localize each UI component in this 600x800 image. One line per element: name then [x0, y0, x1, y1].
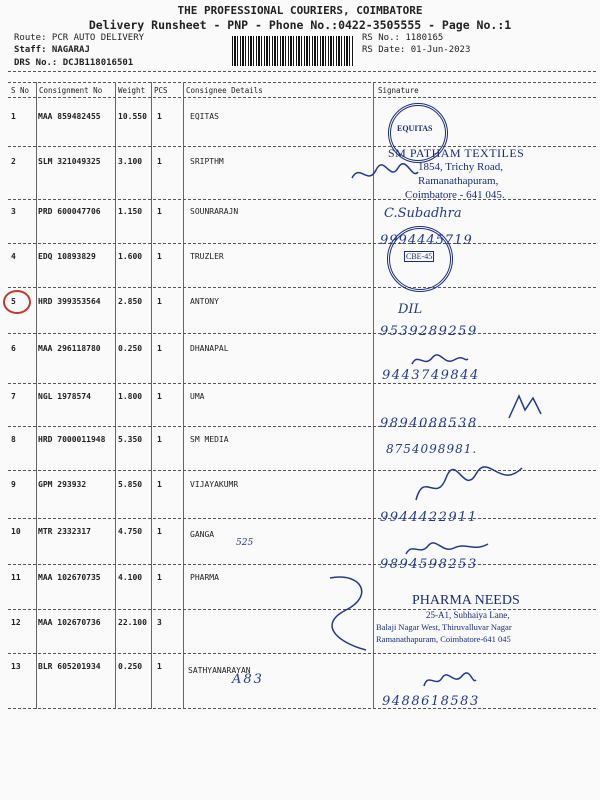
row-sno: 7: [11, 392, 16, 401]
row-sno: 12: [11, 618, 21, 627]
row-weight: 5.350: [118, 435, 143, 444]
row-consignee: GANGA: [190, 530, 215, 539]
row-divider: [8, 333, 596, 334]
handwritten-phone: 9443749844: [382, 368, 480, 383]
row-consignment: PRD 600047706: [38, 207, 101, 216]
row-consignment: MTR 2332317: [38, 527, 91, 536]
row-consignee: UMA: [190, 392, 205, 401]
col-header-consignment: Consignment No: [39, 86, 103, 95]
row-consignee: ANTONY: [190, 297, 219, 306]
row-weight: 22.100: [118, 618, 147, 627]
row-weight: 4.750: [118, 527, 143, 536]
handwritten-note: A83: [232, 672, 264, 687]
drs-number: DRS No.: DCJB118016501: [14, 58, 134, 68]
pharma-stamp-line: Balaji Nagar West, Thiruvalluvar Nagar: [376, 622, 512, 632]
row-divider: [8, 708, 596, 709]
row-divider: [8, 383, 596, 384]
row-consignee: SOUNRARAJN: [190, 207, 239, 216]
row-pcs: 1: [157, 344, 162, 353]
row-consignee: DHANAPAL: [190, 344, 229, 353]
row-sno: 11: [11, 573, 21, 582]
row-weight: 2.850: [118, 297, 143, 306]
row-divider: [8, 199, 596, 200]
pharma-stamp-line: Ramanathapuram, Coimbatore-641 045: [376, 634, 511, 644]
row-sno: 13: [11, 662, 21, 671]
row-divider: [8, 564, 596, 565]
rs-number: RS No.: 1180165: [362, 33, 444, 43]
signature-scribble: [418, 668, 478, 694]
row-sno: 6: [11, 344, 16, 353]
row-sno: 1: [11, 112, 16, 121]
row-pcs: 1: [157, 480, 162, 489]
header-divider: [8, 71, 596, 72]
col-header-signature: Signature: [378, 86, 419, 95]
row-weight: 5.850: [118, 480, 143, 489]
row-weight: 0.250: [118, 344, 143, 353]
route-label: Route: PCR AUTO DELIVERY: [14, 33, 145, 43]
row-consignee: TRUZLER: [190, 252, 224, 261]
row-consignment: SLM 321049325: [38, 157, 101, 166]
row-divider: [8, 518, 596, 519]
col-header-sno: S No: [11, 86, 30, 95]
row-pcs: 1: [157, 157, 162, 166]
row-pcs: 1: [157, 435, 162, 444]
column-divider: [183, 82, 184, 709]
textiles-stamp-line: Ramanathapuram,: [418, 175, 499, 187]
row-consignment: EDQ 10893829: [38, 252, 96, 261]
row-weight: 0.250: [118, 662, 143, 671]
handwritten-phone: 8754098981.: [386, 442, 478, 456]
row-consignment: MAA 859482455: [38, 112, 101, 121]
row-sno: 9: [11, 480, 16, 489]
rs-date: RS Date: 01-Jun-2023: [362, 45, 471, 55]
document-title: THE PROFESSIONAL COURIERS, COIMBATORE: [177, 4, 423, 17]
row-consignee: EQITAS: [190, 112, 219, 121]
row-pcs: 1: [157, 297, 162, 306]
textiles-stamp-name: SM PATHAM TEXTILES: [388, 146, 525, 160]
signature-scribble: [322, 572, 378, 654]
row-consignee: PHARMA: [190, 573, 219, 582]
handwritten-note: 525: [236, 538, 254, 548]
row-sno: 2: [11, 157, 16, 166]
column-header-divider: [8, 97, 596, 98]
row-consignment: HRD 399353564: [38, 297, 101, 306]
row-consignment: MAA 102670736: [38, 618, 101, 627]
row-weight: 1.600: [118, 252, 143, 261]
row-sno: 4: [11, 252, 16, 261]
staff-label: Staff: NAGARAJ: [14, 45, 90, 55]
row-pcs: 1: [157, 207, 162, 216]
row-weight: 3.100: [118, 157, 143, 166]
red-circle-mark: [3, 290, 31, 314]
row-consignee: SM MEDIA: [190, 435, 229, 444]
row-consignment: NGL 1978574: [38, 392, 91, 401]
row-consignee: SRIPTHM: [190, 157, 224, 166]
column-divider: [36, 82, 37, 709]
row-sno: 8: [11, 435, 16, 444]
row-consignment: MAA 102670735: [38, 573, 101, 582]
column-divider: [151, 82, 152, 709]
row-divider: [8, 287, 596, 288]
row-pcs: 1: [157, 573, 162, 582]
handwritten-phone: 9894598253: [380, 557, 478, 572]
col-header-consignee: Consignee Details: [186, 86, 263, 95]
row-consignment: BLR 605201934: [38, 662, 101, 671]
row-weight: 1.150: [118, 207, 143, 216]
handwritten-phone: 9994445719: [380, 233, 473, 248]
handwritten-phone: 9944422911: [380, 510, 478, 525]
row-pcs: 3: [157, 618, 162, 627]
row-consignment: MAA 296118780: [38, 344, 101, 353]
equitas-stamp-text: EQUITAS: [397, 124, 433, 133]
row-consignment: HRD 7000011948: [38, 435, 106, 444]
textiles-stamp-line: 1854, Trichy Road,: [418, 161, 503, 173]
row-pcs: 1: [157, 527, 162, 536]
row-pcs: 1: [157, 392, 162, 401]
table-top-border: [8, 82, 596, 83]
row-consignee: SATHYANARAYAN: [188, 666, 251, 675]
row-pcs: 1: [157, 112, 162, 121]
col-header-pcs: PCS: [154, 86, 168, 95]
row-weight: 4.100: [118, 573, 143, 582]
row-consignment: GPM 293932: [38, 480, 87, 489]
row-divider: [8, 653, 596, 654]
signature-scribble: [350, 158, 420, 188]
handwritten-name: C.Subadhra: [384, 206, 462, 221]
row-weight: 10.550: [118, 112, 147, 121]
row-sno: 10: [11, 527, 21, 536]
truzler-stamp-code: CBE-45: [406, 252, 433, 261]
handwritten-phone: 9894088538: [380, 416, 478, 431]
pharma-stamp-line: 25-A1, Subhaiya Lane,: [426, 610, 510, 620]
signature-scribble: [505, 392, 545, 422]
row-weight: 1.800: [118, 392, 143, 401]
signature-scribble: [410, 350, 470, 370]
handwritten-phone: 9488618583: [382, 694, 480, 709]
signature-scribble: [410, 460, 530, 510]
row-consignee: VIJAYAKUMR: [190, 480, 239, 489]
row-divider: [8, 243, 596, 244]
textiles-stamp-line: Coimbatore - 641 045.: [405, 189, 505, 201]
pharma-stamp-name: PHARMA NEEDS: [412, 593, 520, 608]
handwritten-phone: 9539289259: [380, 324, 478, 339]
row-divider: [8, 426, 596, 427]
col-header-weight: Weight: [118, 86, 146, 95]
runsheet-subtitle: Delivery Runsheet - PNP - Phone No.:0422-3505555 - Page No.:1: [88, 18, 512, 32]
row-sno: 3: [11, 207, 16, 216]
handwritten-initials: DIL: [398, 302, 423, 317]
column-divider: [115, 82, 116, 709]
row-sno: 5: [11, 297, 16, 306]
row-pcs: 1: [157, 662, 162, 671]
row-pcs: 1: [157, 252, 162, 261]
barcode: [232, 36, 354, 66]
